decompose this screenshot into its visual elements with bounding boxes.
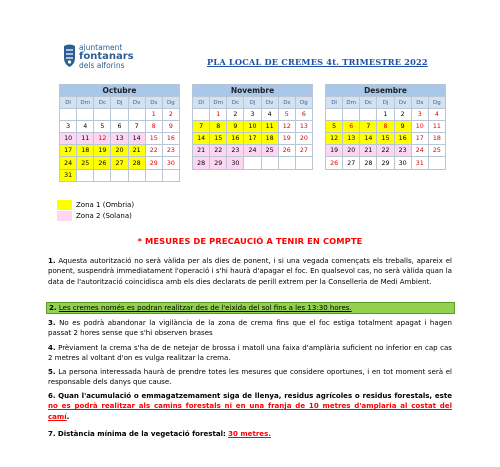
day-cell: 17 (411, 133, 428, 145)
day-cell: 8 (377, 121, 394, 133)
day-cell: 1 (145, 109, 162, 121)
day-cell: 23 (227, 145, 244, 157)
day-cell: 10 (244, 121, 261, 133)
day-cell: 13 (111, 133, 128, 145)
day-header: Dv (128, 97, 145, 109)
day-header: Dc (227, 97, 244, 109)
rule-1 (48, 256, 452, 287)
day-cell (261, 157, 278, 169)
day-cell (244, 157, 261, 169)
day-cell: 5 (278, 109, 295, 121)
day-cell: 15 (377, 133, 394, 145)
day-cell: 22 (210, 145, 227, 157)
day-cell: 23 (162, 145, 179, 157)
day-cell: 3 (244, 109, 261, 121)
day-cell: 30 (227, 157, 244, 169)
day-header: Ds (411, 97, 428, 109)
day-cell: 13 (343, 133, 360, 145)
day-cell: 28 (360, 157, 377, 169)
precautions-heading: * MESURES DE PRECAUCIÓ A TENIR EN COMPTE (137, 236, 363, 246)
day-cell: 25 (261, 145, 278, 157)
day-cell: 21 (360, 145, 377, 157)
day-cell (60, 109, 77, 121)
day-cell: 19 (278, 133, 295, 145)
day-cell: 16 (394, 133, 411, 145)
day-cell: 26 (326, 157, 343, 169)
calendar-december (325, 84, 446, 170)
day-cell: 3 (411, 109, 428, 121)
day-cell: 2 (227, 109, 244, 121)
day-cell: 30 (162, 157, 179, 169)
day-cell (428, 157, 445, 169)
rule-text: Aquesta autorització no serà vàlida per als dies de ponent, i si una vegada començats els treballs, apareix el ponent, suspendrà immediatament l'operació i s'hi haurà d'apagar el foc. En qualsevol cas, no serà vàlida quan la data de l'autorització coincidisca amb els dies declarats de perill extrem per la Conselleria de Medi Ambient. (48, 256, 452, 286)
day-cell: 14 (128, 133, 145, 145)
day-cell: 7 (360, 121, 377, 133)
day-cell: 11 (77, 133, 94, 145)
day-cell: 17 (244, 133, 261, 145)
day-cell: 28 (128, 157, 145, 169)
day-cell (128, 109, 145, 121)
day-cell (145, 169, 162, 181)
day-cell: 7 (193, 121, 210, 133)
day-cell: 6 (343, 121, 360, 133)
day-cell: 4 (261, 109, 278, 121)
day-cell (111, 109, 128, 121)
day-cell: 16 (162, 133, 179, 145)
day-cell: 25 (428, 145, 445, 157)
day-header: Dj (244, 97, 261, 109)
day-cell: 6 (111, 121, 128, 133)
day-cell: 29 (377, 157, 394, 169)
day-cell (94, 109, 111, 121)
rule-text-red: 30 metres. (228, 429, 271, 438)
day-cell (94, 169, 111, 181)
day-cell: 26 (94, 157, 111, 169)
logo-line-3: dels alforins (79, 61, 125, 70)
day-cell: 28 (193, 157, 210, 169)
day-cell: 1 (377, 109, 394, 121)
day-header: Dv (261, 97, 278, 109)
day-cell: 9 (227, 121, 244, 133)
day-cell: 20 (343, 145, 360, 157)
rule-text-red: no es podrà realitzar als camins forestals ni en una franja de 10 metres d'amplaria al costat del camí (48, 401, 452, 421)
day-cell: 18 (261, 133, 278, 145)
day-cell: 7 (128, 121, 145, 133)
day-cell (343, 109, 360, 121)
day-cell: 6 (295, 109, 312, 121)
legend-item-zona2 (57, 210, 134, 221)
day-cell: 31 (60, 169, 77, 181)
day-cell: 14 (193, 133, 210, 145)
month-title: Octubre (60, 85, 180, 97)
day-cell: 11 (428, 121, 445, 133)
rule-number: 5. (48, 367, 56, 376)
day-cell: 20 (111, 145, 128, 157)
day-cell: 13 (295, 121, 312, 133)
rule-number: 3. (48, 318, 56, 327)
day-cell: 4 (77, 121, 94, 133)
day-cell: 26 (278, 145, 295, 157)
day-cell: 19 (94, 145, 111, 157)
document-title: PLA LOCAL DE CREMES 4t. TRIMESTRE 2022 (207, 57, 428, 67)
day-header: Dg (428, 97, 445, 109)
day-header: Ds (278, 97, 295, 109)
legend-label: Zona 1 (Ombria) (76, 200, 135, 209)
day-cell: 12 (94, 133, 111, 145)
rule-6 (48, 391, 452, 422)
logo-line-2: fontanars (79, 51, 134, 62)
day-cell (77, 169, 94, 181)
rule-2-highlighted (46, 302, 455, 314)
day-header: Dg (295, 97, 312, 109)
day-cell: 29 (210, 157, 227, 169)
day-cell: 9 (162, 121, 179, 133)
rule-number: 2. (49, 303, 57, 312)
day-cell: 22 (145, 145, 162, 157)
day-cell (326, 109, 343, 121)
rule-4 (48, 343, 452, 364)
day-header: Dl (193, 97, 210, 109)
calendar-november (192, 84, 313, 170)
day-cell: 27 (343, 157, 360, 169)
day-cell: 5 (94, 121, 111, 133)
day-cell (360, 109, 377, 121)
day-header: Dj (377, 97, 394, 109)
rule-5 (48, 367, 452, 388)
day-cell: 12 (326, 133, 343, 145)
month-title: Desembre (326, 85, 446, 97)
day-cell: 18 (428, 133, 445, 145)
day-cell: 20 (295, 133, 312, 145)
day-cell: 17 (60, 145, 77, 157)
day-cell: 21 (193, 145, 210, 157)
day-cell (128, 169, 145, 181)
day-cell: 12 (278, 121, 295, 133)
day-cell: 23 (394, 145, 411, 157)
day-cell: 25 (77, 157, 94, 169)
day-cell: 2 (162, 109, 179, 121)
day-cell (193, 109, 210, 121)
day-cell: 24 (411, 145, 428, 157)
day-cell: 19 (326, 145, 343, 157)
day-cell (111, 169, 128, 181)
day-cell: 8 (210, 121, 227, 133)
day-header: Dv (394, 97, 411, 109)
day-header: Dl (326, 97, 343, 109)
rule-text: No es podrà abandonar la vigilància de la zona de crema fins que el foc estiga totalment apagat i hagen passat 2 hores sense que s'hi observen brases (48, 318, 452, 338)
rule-3 (48, 318, 452, 339)
day-cell: 14 (360, 133, 377, 145)
day-cell (278, 157, 295, 169)
day-header: Dc (94, 97, 111, 109)
ajuntament-logo (62, 44, 142, 70)
day-cell: 27 (111, 157, 128, 169)
day-cell: 3 (60, 121, 77, 133)
day-cell: 4 (428, 109, 445, 121)
rule-text: Les cremes només es podran realitzar des de l'eixida del sol fins a les 13:30 hores. (58, 303, 352, 312)
day-header: Dj (111, 97, 128, 109)
day-cell (295, 157, 312, 169)
legend-swatch-yellow (57, 200, 72, 210)
day-header: Dc (360, 97, 377, 109)
rule-number: 4. (48, 343, 56, 352)
month-title: Novembre (193, 85, 313, 97)
day-header: Ds (145, 97, 162, 109)
town-shield-icon (62, 44, 77, 68)
day-header: Dm (343, 97, 360, 109)
rule-text: Prèviament la crema s'ha de de netejar de brossa i matoll una faixa d'amplària suficient no inferior en cap cas 2 metres al voltant d'on es vulga realitzar la crema. (48, 343, 452, 363)
day-cell (162, 169, 179, 181)
day-cell: 8 (145, 121, 162, 133)
legend-item-zona1 (57, 199, 134, 210)
rule-number: 7. (48, 429, 56, 438)
day-cell: 16 (227, 133, 244, 145)
rule-text-end: . (66, 411, 70, 421)
day-cell: 21 (128, 145, 145, 157)
rule-text-bold: Quan l'acumulació o emmagatzemament siga de llenya, residus agrícoles o residus forestals, este (58, 391, 452, 400)
day-cell: 24 (60, 157, 77, 169)
logo-line-1: ajuntament (79, 43, 123, 52)
legend-swatch-pink (57, 211, 72, 221)
day-cell: 5 (326, 121, 343, 133)
day-header: Dg (162, 97, 179, 109)
rule-number: 6. (48, 391, 56, 400)
zone-legend (57, 199, 134, 221)
day-cell: 27 (295, 145, 312, 157)
day-cell: 2 (394, 109, 411, 121)
legend-label: Zona 2 (Solana) (76, 211, 132, 220)
day-cell: 30 (394, 157, 411, 169)
day-cell: 10 (411, 121, 428, 133)
rule-7 (48, 429, 452, 439)
day-cell: 9 (394, 121, 411, 133)
day-header: Dm (210, 97, 227, 109)
day-header: Dl (60, 97, 77, 109)
day-cell: 22 (377, 145, 394, 157)
day-cell: 15 (210, 133, 227, 145)
day-cell: 29 (145, 157, 162, 169)
day-header: Dm (77, 97, 94, 109)
rule-number: 1. (48, 256, 56, 265)
day-cell: 10 (60, 133, 77, 145)
rule-text: La persona interessada haurà de prendre totes les mesures que considere oportunes, i en tot moment serà el responsable dels danys que cause. (48, 367, 452, 387)
day-cell: 1 (210, 109, 227, 121)
day-cell: 31 (411, 157, 428, 169)
day-cell: 18 (77, 145, 94, 157)
rule-text-bold: Distància mínima de la vegetació forestal: (57, 429, 226, 438)
day-cell: 15 (145, 133, 162, 145)
day-cell (77, 109, 94, 121)
day-cell: 24 (244, 145, 261, 157)
calendar-october (59, 84, 180, 182)
day-cell: 11 (261, 121, 278, 133)
